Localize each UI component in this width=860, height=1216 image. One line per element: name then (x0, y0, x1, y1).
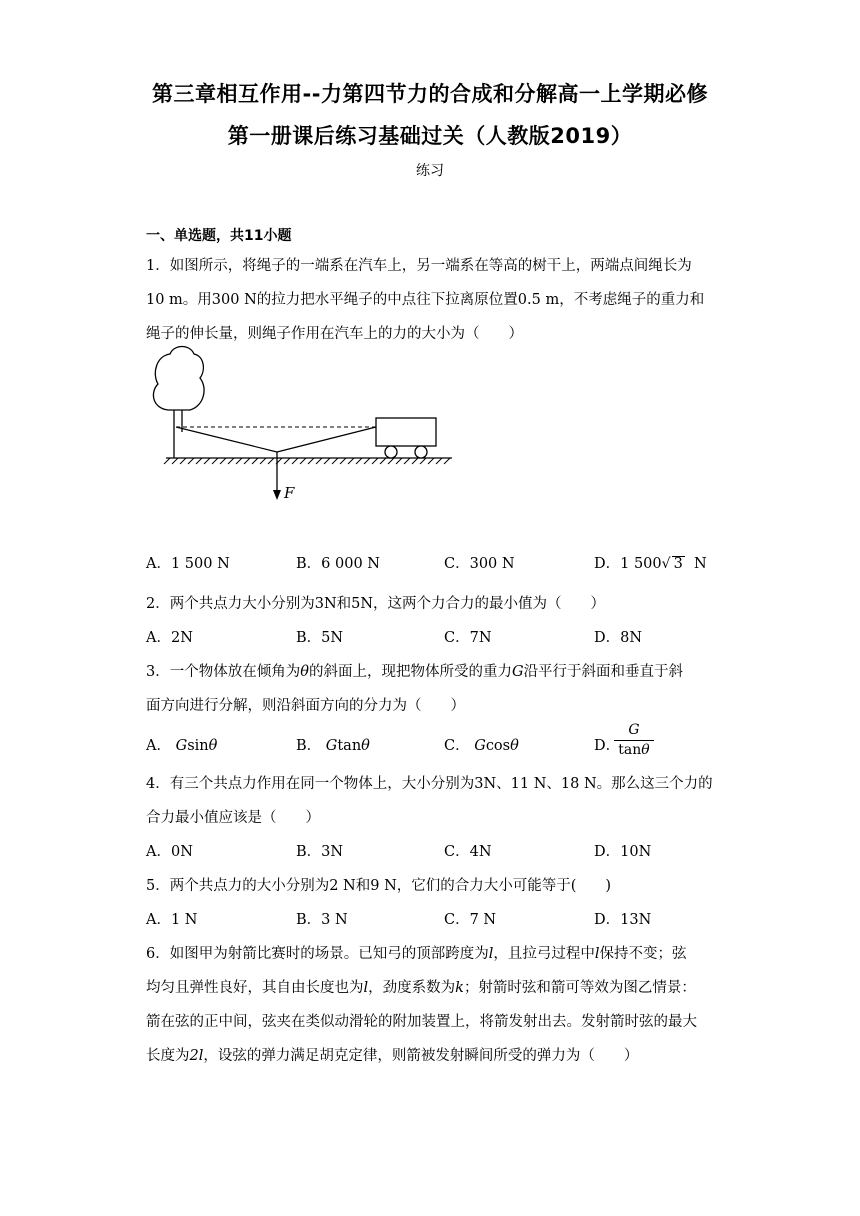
q6-l1-b: ，且拉弓过程中 (493, 946, 595, 962)
q6-l2-var-k: k (455, 980, 464, 996)
q1-option-d-prefix: D．1 500 (594, 556, 662, 572)
q3-option-d-fraction (614, 722, 654, 758)
q3-g: G (511, 664, 524, 680)
q1-option-d-unit: N (694, 556, 707, 572)
section-heading: 一、单选题，共11小题 (146, 228, 292, 244)
title-line-2: 第一册课后练习基础过关（人教版2019） (227, 124, 633, 148)
q6-l2-b: ，劲度系数为 (368, 980, 456, 996)
q1-option-c: C．300 N (444, 556, 515, 572)
q4-line-1: 4．有三个共点力作用在同一个物体上，大小分别为3N、11 N、18 N。那么这三个力的 (146, 776, 713, 792)
q4-line-2: 合力最小值应该是（ ） (146, 810, 320, 826)
q4-option-c: C．4N (444, 844, 492, 860)
q6-l2-c: ；射箭时弦和箭可等效为图乙情景： (463, 980, 696, 996)
q6-line-3: 箭在弦的正中间，弦夹在类似动滑轮的附加装置上，将箭发射出去。发射箭时弦的最大 (146, 1014, 697, 1030)
q3-b-g: G (325, 738, 338, 754)
q3-option-d-prefix: D． (594, 738, 621, 754)
q5-option-d: D．13N (594, 912, 652, 928)
q3-text-c: 沿平行于斜面和垂直于斜 (523, 664, 684, 680)
q1-figure (140, 340, 470, 510)
q4-option-a: A．0N (146, 844, 193, 860)
q3-d-den-var: θ (641, 742, 650, 758)
q3-a-var: θ (208, 738, 218, 754)
q1-line-1: 1．如图所示，将绳子的一端系在汽车上，另一端系在等高的树干上，两端点间绳长为 (146, 258, 692, 274)
q1-line-3: 绳子的伸长量，则绳子作用在汽车上的力的大小为（ ） (146, 326, 523, 342)
q3-option-c (444, 734, 519, 755)
q2-option-a: A．2N (146, 630, 193, 646)
q3-c-g: G (474, 738, 486, 754)
q3-option-a (146, 734, 217, 755)
q6-l2-a: 均匀且弹性良好，其自由长度也为 (146, 980, 364, 996)
q3-d-den-fn: tan (618, 742, 642, 758)
q3-a-fn: sin (187, 738, 209, 754)
q5-option-b: B．3 N (296, 912, 348, 928)
q5-option-c: C．7 N (444, 912, 497, 928)
q1-option-d-radicand: 3 (673, 556, 683, 572)
q3-text-b: 的斜面上，现把物体所受的重力 (308, 664, 512, 680)
q3-c-prefix: C． (444, 738, 470, 754)
q3-option-b (296, 734, 370, 755)
q3-b-var: θ (361, 738, 370, 754)
q6-l1-var2: l (594, 946, 600, 962)
q3-c-var: θ (510, 738, 519, 754)
q4-option-b: B．3N (296, 844, 344, 860)
q6-l1-c: 保持不变；弦 (599, 946, 687, 962)
q6-line-1 (146, 942, 687, 963)
q6-l1-a: 6．如图甲为射箭比赛时的场景。已知弓的顶部跨度为 (146, 946, 489, 962)
q3-b-fn: tan (337, 738, 362, 754)
q2-option-c: C．7N (444, 630, 492, 646)
title-line-1: 第三章相互作用--力第四节力的合成和分解高一上学期必修 (152, 82, 708, 106)
q2-line: 2．两个共点力大小分别为3N和5N，这两个力合力的最小值为（ ） (146, 596, 606, 612)
q2-option-b: B．5N (296, 630, 344, 646)
q3-a-g: G (175, 738, 188, 754)
q3-line-2: 面方向进行分解，则沿斜面方向的分力为（ ） (146, 698, 465, 714)
q3-c-fn: cos (485, 738, 511, 754)
subtitle: 练习 (416, 163, 444, 179)
force-label: F (284, 484, 295, 502)
q3-text-a: 3．一个物体放在倾角为 (146, 664, 301, 680)
q3-b-prefix: B． (296, 738, 322, 754)
q6-l4-b: ，设弦的弹力满足胡克定律，则箭被发射瞬间所受的弹力为（ ） (203, 1048, 639, 1064)
car-icon (376, 418, 436, 446)
q6-l1-var1: l (488, 946, 494, 962)
q3-theta: θ (300, 664, 309, 680)
q6-l4-a: 长度为 (146, 1048, 190, 1064)
q5-option-a: A．1 N (146, 912, 198, 928)
q6-l4-var: 2l (189, 1048, 204, 1064)
q6-line-4 (146, 1044, 638, 1065)
q3-a-prefix: A． (146, 738, 171, 754)
q1-option-a: A．1 500 N (146, 556, 230, 572)
q1-option-b: B．6 000 N (296, 556, 380, 572)
q4-option-d: D．10N (594, 844, 652, 860)
q1-option-d: D．1 500√ 3 N (594, 556, 707, 572)
q1-line-2: 10 m。用300 N的拉力把水平绳子的中点往下拉离原位置0.5 m，不考虑绳子的重力和 (146, 292, 705, 308)
q3-d-numerator: G (628, 722, 640, 738)
q6-line-2 (146, 976, 696, 997)
q5-line: 5．两个共点力的大小分别为2 N和9 N，它们的合力大小可能等于( ) (146, 878, 612, 894)
q3-line-1 (146, 660, 683, 681)
q6-l2-var-l: l (363, 980, 369, 996)
q2-option-d: D．8N (594, 630, 643, 646)
tree-icon (153, 347, 204, 411)
